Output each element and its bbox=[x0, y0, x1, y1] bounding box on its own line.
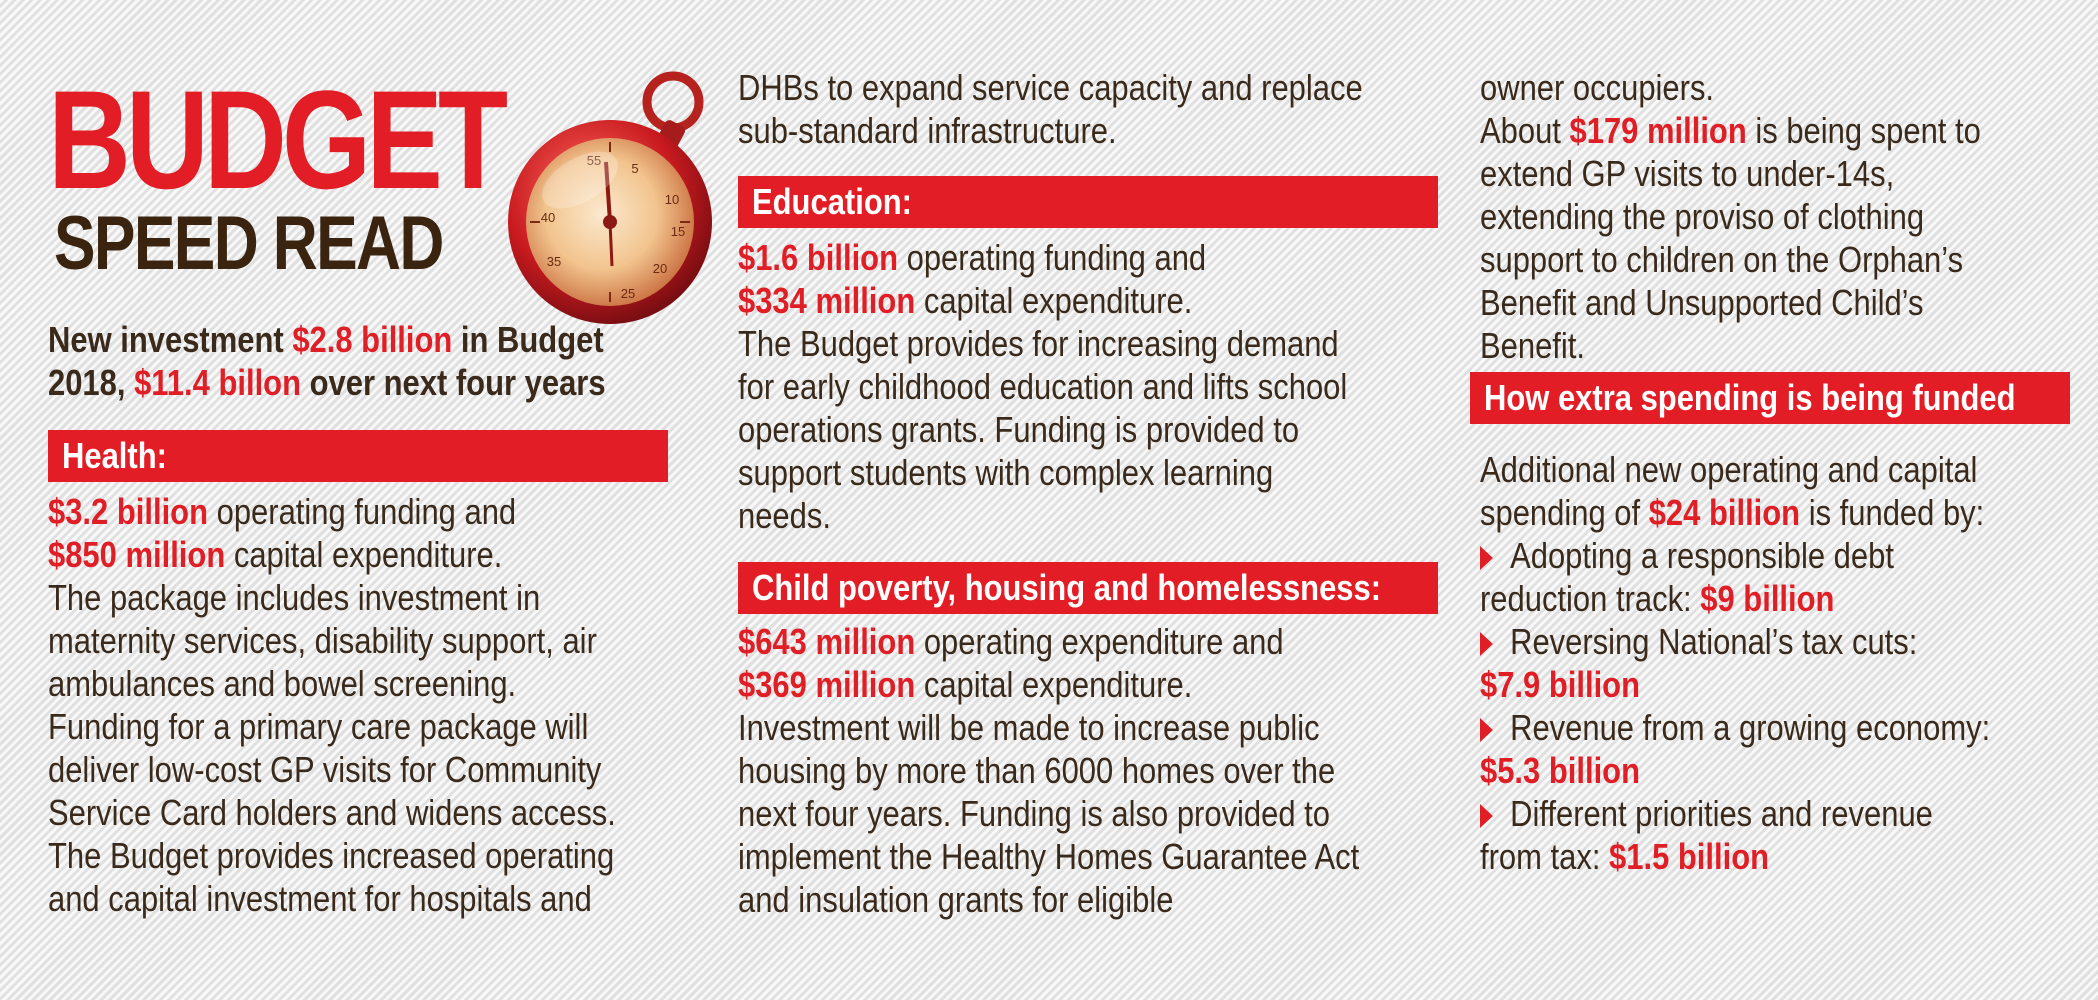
funding-heading: How extra spending is being funded bbox=[1470, 372, 2070, 424]
education-capital-line: $334 million capital expenditure. bbox=[738, 280, 1193, 321]
child-poverty-body-line: next four years. Funding is also provided to bbox=[738, 793, 1331, 834]
health-body-line: ambulances and bowel screening. bbox=[48, 663, 517, 704]
child-poverty-section bbox=[738, 562, 1438, 614]
child-poverty-heading: Child poverty, housing and homelessness: bbox=[738, 562, 1438, 614]
gp-visits-line: About $179 million is being spent to bbox=[1480, 110, 1981, 151]
health-body-line: The package includes investment in bbox=[48, 577, 541, 618]
child-poverty-body-line: implement the Healthy Homes Guarantee Act bbox=[738, 836, 1360, 877]
funding-intro-line: spending of $24 billion is funded by: bbox=[1480, 492, 1985, 533]
health-continued bbox=[738, 66, 1464, 152]
funding-item: Adopting a responsible debt bbox=[1480, 534, 1990, 577]
stopwatch-number: 40 bbox=[540, 210, 556, 225]
stopwatch-number: 5 bbox=[631, 161, 639, 176]
intro-line-2: 2018, $11.4 billon over next four years bbox=[48, 362, 606, 403]
funding-item: Reversing National’s tax cuts: bbox=[1480, 620, 1990, 663]
child-poverty-continued bbox=[1480, 66, 2062, 367]
child-poverty-operating-line: $643 million operating expenditure and bbox=[738, 621, 1284, 662]
child-poverty-body-line: housing by more than 6000 homes over the bbox=[738, 750, 1336, 791]
child-poverty-continued-line: support to children on the Orphan’s bbox=[1480, 239, 1964, 280]
child-poverty-body-line: Investment will be made to increase public bbox=[738, 707, 1320, 748]
stopwatch-number: 25 bbox=[620, 286, 636, 301]
education-body-line: The Budget provides for increasing demand bbox=[738, 323, 1339, 364]
funding-section bbox=[1470, 372, 2070, 424]
stopwatch-number: 15 bbox=[670, 224, 686, 239]
health-body-line: The Budget provides increased operating bbox=[48, 835, 615, 876]
child-poverty-continued-line: owner occupiers. bbox=[1480, 67, 1715, 108]
logo-budget-title: BUDGET bbox=[48, 61, 504, 218]
child-poverty-capital-line: $369 million capital expenditure. bbox=[738, 664, 1193, 705]
child-poverty-body-line: and insulation grants for eligible bbox=[738, 879, 1174, 920]
education-body-line: needs. bbox=[738, 495, 831, 536]
health-body-line: deliver low-cost GP visits for Community bbox=[48, 749, 602, 790]
bullet-arrow-icon bbox=[1480, 718, 1493, 742]
education-body-line: support students with complex learning bbox=[738, 452, 1274, 493]
stopwatch-number: 35 bbox=[546, 254, 562, 269]
education-body-line: operations grants. Funding is provided to bbox=[738, 409, 1300, 450]
child-poverty-continued-line: extend GP visits to under-14s, bbox=[1480, 153, 1895, 194]
health-heading: Health: bbox=[48, 430, 668, 482]
education-section bbox=[738, 176, 1438, 228]
health-section bbox=[48, 430, 668, 482]
stopwatch-number: 20 bbox=[652, 261, 668, 276]
funding-item: Different priorities and revenue bbox=[1480, 792, 1990, 835]
health-continued-line: DHBs to expand service capacity and replace bbox=[738, 67, 1363, 108]
health-continued-line: sub-standard infrastructure. bbox=[738, 110, 1117, 151]
child-poverty-continued-line: extending the proviso of clothing bbox=[1480, 196, 1925, 237]
funding-intro-line: Additional new operating and capital bbox=[1480, 449, 1978, 490]
health-capital-line: $850 million capital expenditure. bbox=[48, 534, 503, 575]
funding-item-amount: $7.9 billion bbox=[1480, 664, 1641, 705]
logo-speed-read-title: SPEED READ bbox=[54, 201, 443, 286]
funding-body bbox=[1480, 448, 2073, 878]
bullet-arrow-icon bbox=[1480, 632, 1493, 656]
funding-item-amount: from tax: $1.5 billion bbox=[1480, 836, 1770, 877]
education-body-line: for early childhood education and lifts school bbox=[738, 366, 1348, 407]
stopwatch-number: 55 bbox=[586, 153, 602, 168]
health-body-line: Service Card holders and widens access. bbox=[48, 792, 616, 833]
child-poverty-continued-line: Benefit. bbox=[1480, 325, 1586, 366]
funding-item-amount: $5.3 billion bbox=[1480, 750, 1641, 791]
stopwatch-number: 10 bbox=[664, 192, 680, 207]
child-poverty-continued-line: Benefit and Unsupported Child’s bbox=[1480, 282, 1924, 323]
intro-line-1: New investment $2.8 billion in Budget bbox=[48, 319, 604, 360]
funding-item: Revenue from a growing economy: bbox=[1480, 706, 1990, 749]
intro-block bbox=[48, 318, 696, 404]
funding-item-amount: reduction track: $9 billion bbox=[1480, 578, 1835, 619]
health-body bbox=[48, 490, 708, 920]
stopwatch-icon bbox=[488, 70, 748, 330]
health-operating-line: $3.2 billion operating funding and bbox=[48, 491, 517, 532]
education-body bbox=[738, 236, 1446, 537]
bullet-arrow-icon bbox=[1480, 546, 1493, 570]
bullet-arrow-icon bbox=[1480, 804, 1493, 828]
health-body-line: and capital investment for hospitals and bbox=[48, 878, 592, 919]
health-body-line: Funding for a primary care package will bbox=[48, 706, 589, 747]
education-heading: Education: bbox=[738, 176, 1438, 228]
child-poverty-body bbox=[738, 620, 1460, 921]
education-operating-line: $1.6 billion operating funding and bbox=[738, 237, 1207, 278]
health-body-line: maternity services, disability support, air bbox=[48, 620, 597, 661]
